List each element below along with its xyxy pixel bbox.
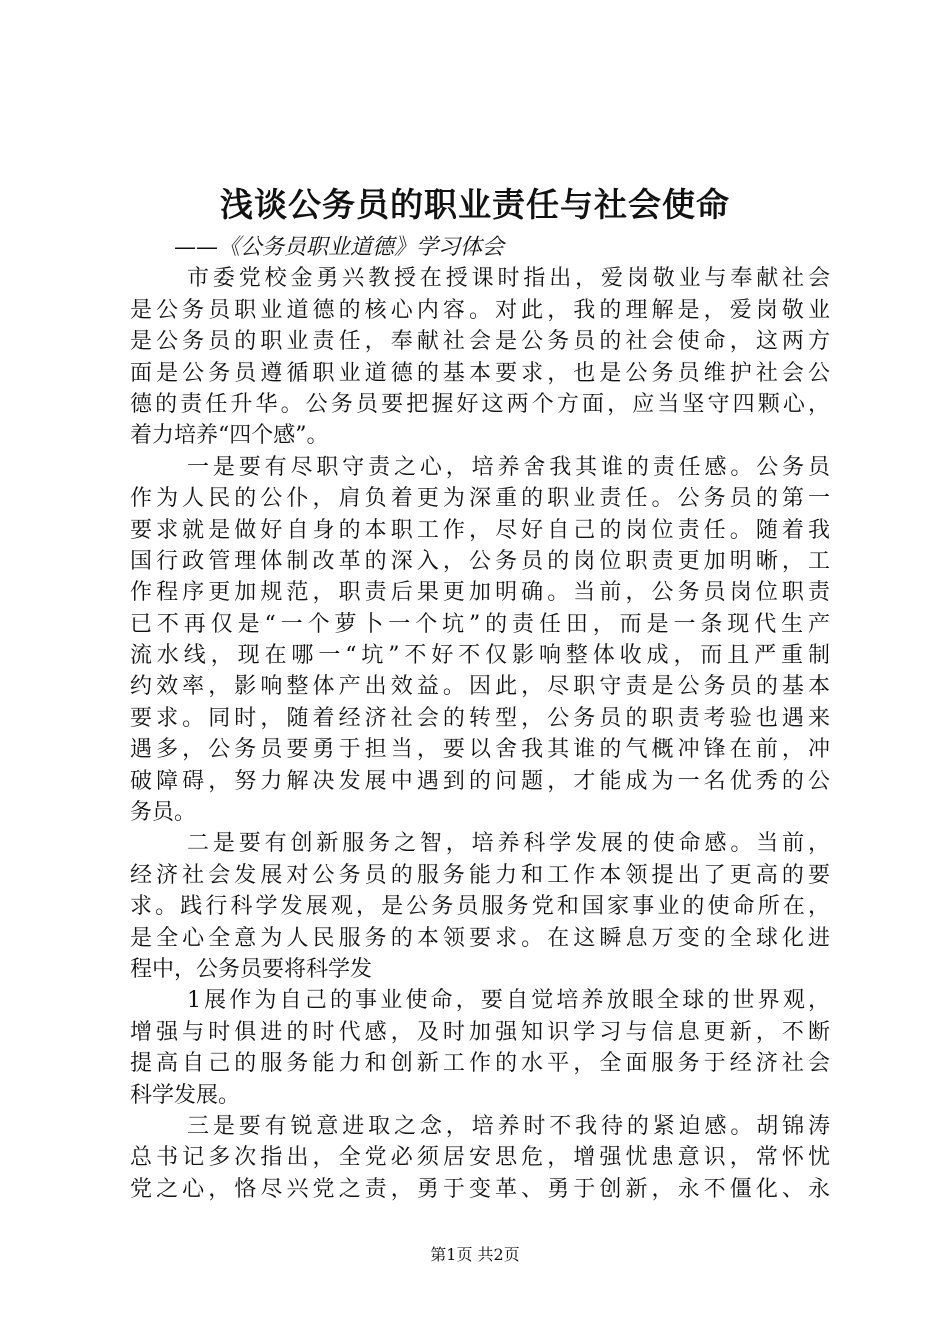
text-line: 增强与时俱进的时代感，及时加强知识学习与信息更新，不断	[130, 1019, 830, 1045]
text-line: 市委党校金勇兴教授在授课时指出，爱岗敬业与奉献社会	[187, 266, 830, 292]
text-line: 流水线，现在哪一“坑”不好不仅影响整体收成，而且严重制	[130, 643, 830, 669]
text-line: 总书记多次指出，全党必须居安思危，增强忧患意识，常怀忧	[130, 1145, 830, 1171]
text-line: 求。践行科学发展观，是公务员服务党和国家事业的使命所在，	[130, 894, 830, 920]
text-line: 作为人民的公仆，肩负着更为深重的职业责任。公务员的第一	[130, 486, 830, 512]
text-line: 要求就是做好自身的本职工作，尽好自己的岗位责任。随着我	[130, 517, 830, 543]
text-line: 二是要有创新服务之智，培养科学发展的使命感。当前，	[187, 831, 830, 857]
document-subtitle: ——《公务员职业道德》学习体会	[174, 235, 505, 260]
text-line: 是全心全意为人民服务的本领要求。在这瞬息万变的全球化进	[130, 925, 830, 951]
document-title: 浅谈公务员的职业责任与社会使命	[220, 185, 730, 224]
text-line: 德的责任升华。公务员要把握好这两个方面，应当坚守四颗心，	[130, 391, 830, 417]
page-footer: 第1页 共2页	[430, 1245, 520, 1264]
document-body	[130, 232, 830, 1205]
text-line: 1展作为自己的事业使命，要自觉培养放眼全球的世界观，	[187, 988, 830, 1014]
text-line: 经济社会发展对公务员的服务能力和工作本领提出了更高的要	[130, 862, 830, 888]
text-line: 务员。	[130, 800, 197, 826]
text-line: 已不再仅是“一个萝卜一个坑”的责任田，而是一条现代生产	[130, 611, 830, 637]
text-line: 约效率，影响整体产出效益。因此，尽职守责是公务员的基本	[130, 674, 830, 700]
text-line: 面是公务员遵循职业道德的基本要求，也是公务员维护社会公	[130, 360, 830, 386]
text-line: 提高自己的服务能力和创新工作的水平，全面服务于经济社会	[130, 1051, 830, 1077]
text-line: 是公务员的职业责任，奉献社会是公务员的社会使命，这两方	[130, 329, 830, 355]
text-line: 科学发展。	[130, 1082, 241, 1108]
text-line: 作程序更加规范，职责后果更加明确。当前，公务员岗位职责	[130, 580, 830, 606]
text-line: 着力培养“四个感”。	[130, 423, 329, 449]
text-line: 是公务员职业道德的核心内容。对此，我的理解是，爱岗敬业	[130, 297, 830, 323]
text-line: 一是要有尽职守责之心，培养舍我其谁的责任感。公务员	[187, 454, 830, 480]
text-line: 破障碍，努力解决发展中遇到的问题，才能成为一名优秀的公	[130, 768, 830, 794]
text-line: 国行政管理体制改革的深入，公务员的岗位职责更加明晰，工	[130, 548, 830, 574]
text-line: 三是要有锐意进取之念，培养时不我待的紧迫感。胡锦涛	[187, 1113, 830, 1139]
text-line: 要求。同时，随着经济社会的转型，公务员的职责考验也遇来	[130, 705, 830, 731]
text-line: 遇多，公务员要勇于担当，要以舍我其谁的气概冲锋在前，冲	[130, 737, 830, 763]
text-line: 党之心，恪尽兴党之责，勇于变革、勇于创新，永不僵化、永	[130, 1176, 830, 1202]
text-line: 程中，公务员要将科学发	[130, 956, 373, 982]
